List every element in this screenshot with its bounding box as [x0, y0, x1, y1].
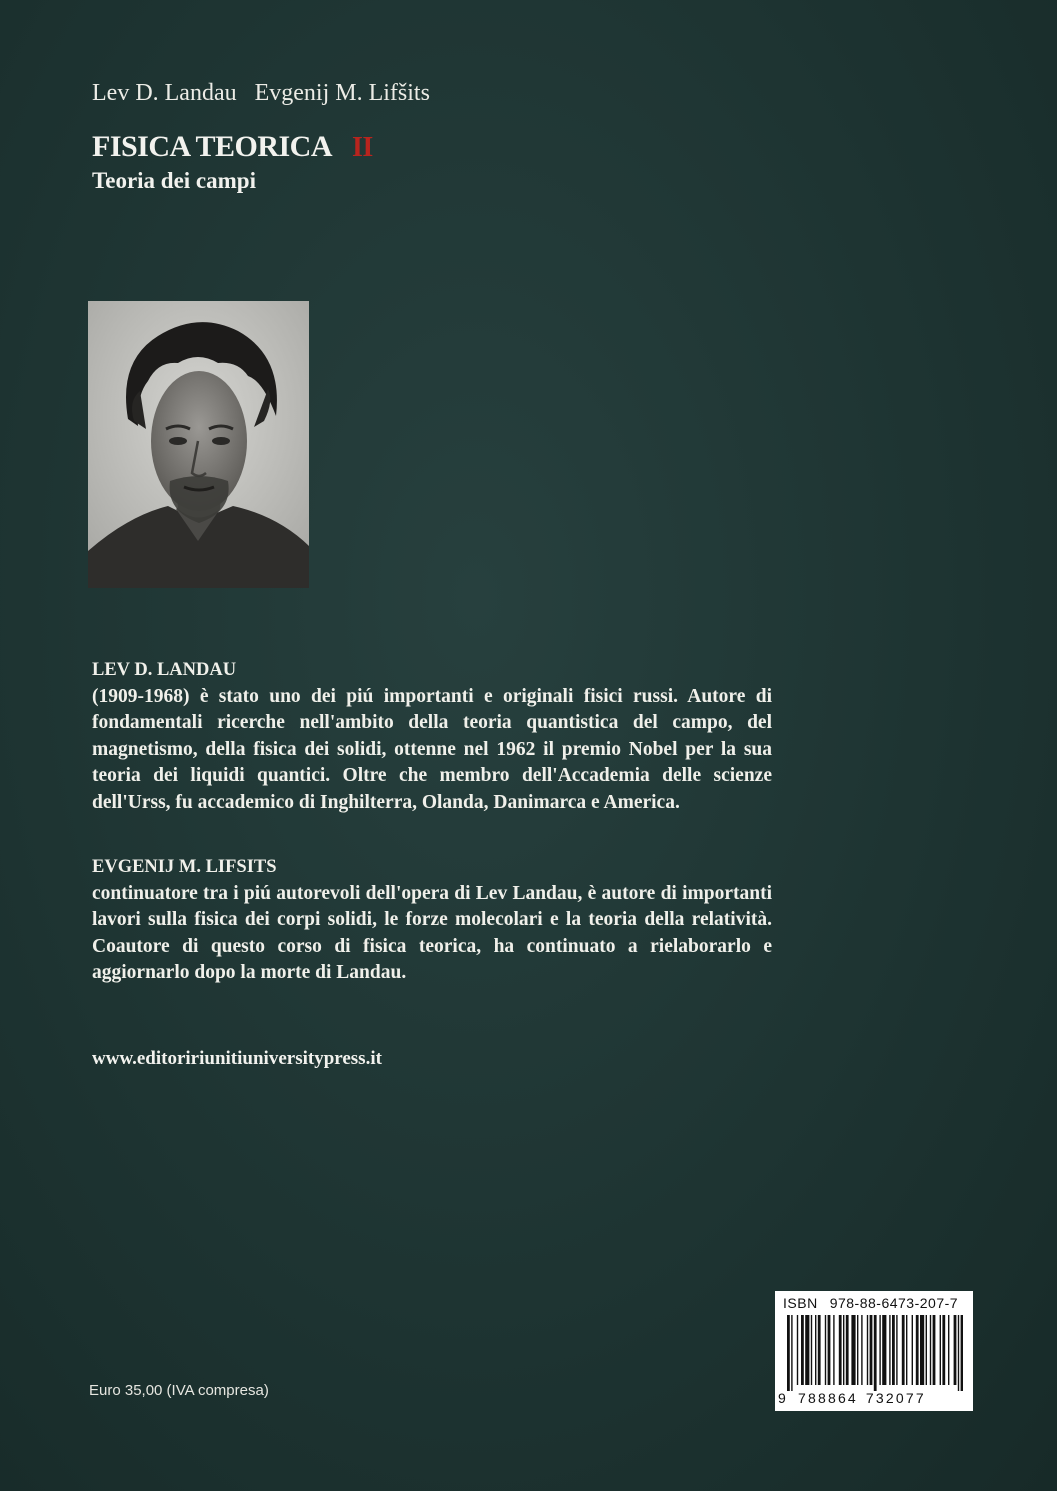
barcode-digits [778, 1390, 970, 1406]
barcode-bar [906, 1315, 907, 1385]
barcode-bar [843, 1315, 844, 1385]
bio-lifsits [92, 854, 772, 987]
barcode-bar [861, 1315, 862, 1385]
author-2: Evgenij M. Lifšits [254, 80, 430, 106]
barcode-bars [787, 1315, 963, 1391]
barcode-bar [870, 1315, 873, 1385]
barcode-bar [930, 1315, 931, 1385]
barcode-bar [839, 1315, 842, 1385]
barcode-bar [857, 1315, 858, 1385]
publisher-website: www.editoririunitiuniversitypress.it [92, 1048, 382, 1069]
barcode-bar [920, 1315, 924, 1385]
barcode-bar [801, 1315, 804, 1385]
barcode-bar [851, 1315, 855, 1385]
isbn-line [783, 1295, 958, 1311]
barcode-bar [892, 1315, 895, 1385]
barcode-bar [818, 1315, 821, 1385]
barcode-bar [912, 1315, 913, 1385]
book-subtitle: Teoria dei campi [92, 168, 256, 193]
barcode-bar [805, 1315, 809, 1385]
barcode-bar [961, 1315, 963, 1391]
author-portrait [88, 301, 309, 588]
isbn-number: 978-88-6473-207-7 [829, 1295, 959, 1311]
author-1: Lev D. Landau [92, 80, 237, 106]
barcode-bar [867, 1315, 868, 1385]
barcode-bar [879, 1315, 880, 1385]
barcode-digit-first: 9 [778, 1390, 788, 1406]
volume-number: II [352, 132, 373, 163]
barcode-bar [797, 1315, 798, 1385]
barcode-bar [828, 1315, 831, 1385]
barcode-bar [791, 1315, 792, 1391]
barcode-bar [882, 1315, 886, 1385]
barcode-bar [896, 1315, 897, 1385]
bio-landau [92, 657, 772, 816]
bio-name: LEV D. LANDAU [92, 660, 237, 680]
bio-text: continuatore tra i piú autorevoli dell'opera di Lev Landau, è autore di importanti lavori sulla fisica dei corpi solidi, le forze molecolari e la teoria della relatività. Coautore di questo corso di fisica teorica, ha continuato a rielaborarlo e aggiornarlo dopo la morte di Landau. [92, 882, 772, 983]
isbn-label: ISBN [783, 1295, 818, 1311]
barcode-digits-left: 788864 [798, 1390, 858, 1406]
barcode-bar [815, 1315, 816, 1385]
barcode-bar [889, 1315, 890, 1385]
barcode-bar [958, 1315, 959, 1391]
bio-name: EVGENIJ M. LIFSITS [92, 857, 277, 877]
barcode-bar [933, 1315, 936, 1385]
barcode-digits-right: 732077 [865, 1390, 926, 1406]
portrait-image [88, 301, 309, 588]
barcode-bar [954, 1315, 957, 1385]
barcode-bar [942, 1315, 945, 1385]
barcode-bar [926, 1315, 927, 1385]
isbn-barcode [775, 1291, 973, 1411]
barcode-bar [940, 1315, 941, 1385]
authors [92, 80, 442, 107]
book-title: FISICA TEORICA [92, 130, 333, 163]
barcode-bar [948, 1315, 949, 1385]
barcode-bar [916, 1315, 919, 1385]
barcode-bar [787, 1315, 790, 1391]
barcode-bar [811, 1315, 812, 1385]
price: Euro 35,00 (IVA compresa) [89, 1382, 269, 1399]
barcode-bar [874, 1315, 877, 1391]
barcode-bar [833, 1315, 834, 1385]
bio-text: (1909-1968) è stato uno dei piú importanti e originali fisici russi. Autore di fondamentali ricerche nell'ambito della teoria quantistica del campo, del magnetismo, della fisica dei solidi, ottenne nel 1962 il premio Nobel per la sua teoria dei liquidi quantici. Oltre che membro dell'Accademia delle scienze dell'Urss, fu accademico di Inghilterra, Olanda, Danimarca e America. [92, 685, 772, 813]
barcode-bar [902, 1315, 905, 1385]
book-title-row [92, 130, 373, 164]
barcode-bar [825, 1315, 826, 1385]
barcode-bar [846, 1315, 849, 1385]
